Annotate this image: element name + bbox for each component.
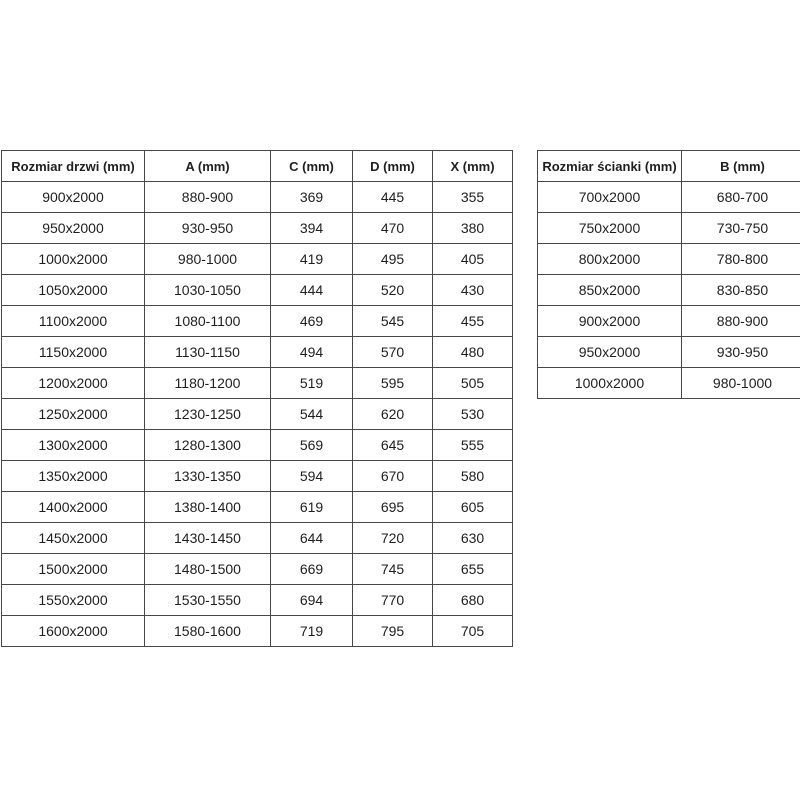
- table-cell: 394: [271, 213, 353, 244]
- table-cell: 494: [271, 337, 353, 368]
- table-row: [2, 585, 513, 616]
- table-cell: 1530-1550: [145, 585, 271, 616]
- table-cell: 900x2000: [2, 182, 145, 213]
- table-cell: 1230-1250: [145, 399, 271, 430]
- table-cell: 1480-1500: [145, 554, 271, 585]
- table-cell: 1400x2000: [2, 492, 145, 523]
- table-row: [2, 306, 513, 337]
- table-cell: 595: [353, 368, 433, 399]
- table-cell: 1250x2000: [2, 399, 145, 430]
- table-cell: 1600x2000: [2, 616, 145, 647]
- column-header: D (mm): [353, 151, 433, 182]
- table-cell: 930-950: [682, 337, 800, 368]
- table-cell: 850x2000: [538, 275, 682, 306]
- door-sizes-table-header: [2, 151, 513, 182]
- table-cell: 519: [271, 368, 353, 399]
- table-cell: 645: [353, 430, 433, 461]
- table-cell: 630: [433, 523, 513, 554]
- table-row: [2, 492, 513, 523]
- table-cell: 544: [271, 399, 353, 430]
- table-row: [2, 461, 513, 492]
- table-cell: 720: [353, 523, 433, 554]
- table-row: [2, 430, 513, 461]
- table-cell: 1100x2000: [2, 306, 145, 337]
- column-header: B (mm): [682, 151, 800, 182]
- table-cell: 530: [433, 399, 513, 430]
- table-cell: 930-950: [145, 213, 271, 244]
- table-cell: 745: [353, 554, 433, 585]
- column-header: Rozmiar drzwi (mm): [2, 151, 145, 182]
- table-cell: 644: [271, 523, 353, 554]
- table-row: [2, 554, 513, 585]
- table-cell: 1050x2000: [2, 275, 145, 306]
- table-cell: 670: [353, 461, 433, 492]
- table-cell: 1500x2000: [2, 554, 145, 585]
- table-cell: 1150x2000: [2, 337, 145, 368]
- table-cell: 750x2000: [538, 213, 682, 244]
- table-cell: 405: [433, 244, 513, 275]
- table-cell: 619: [271, 492, 353, 523]
- table-cell: 570: [353, 337, 433, 368]
- table-cell: 1380-1400: [145, 492, 271, 523]
- table-cell: 1350x2000: [2, 461, 145, 492]
- table-cell: 580: [433, 461, 513, 492]
- table-cell: 1180-1200: [145, 368, 271, 399]
- table-cell: 1130-1150: [145, 337, 271, 368]
- table-cell: 1080-1100: [145, 306, 271, 337]
- table-cell: 830-850: [682, 275, 800, 306]
- table-cell: 780-800: [682, 244, 800, 275]
- table-cell: 469: [271, 306, 353, 337]
- table-cell: 1200x2000: [2, 368, 145, 399]
- table-cell: 444: [271, 275, 353, 306]
- table-row: [538, 213, 800, 244]
- table-cell: 1030-1050: [145, 275, 271, 306]
- wall-sizes-table-body: [538, 182, 800, 399]
- table-cell: 900x2000: [538, 306, 682, 337]
- table-cell: 1450x2000: [2, 523, 145, 554]
- table-cell: 730-750: [682, 213, 800, 244]
- door-sizes-table-body: [2, 182, 513, 647]
- table-row: [2, 616, 513, 647]
- table-cell: 1330-1350: [145, 461, 271, 492]
- table-row: [538, 306, 800, 337]
- table-row: [538, 368, 800, 399]
- table-cell: 980-1000: [145, 244, 271, 275]
- table-cell: 680: [433, 585, 513, 616]
- table-cell: 520: [353, 275, 433, 306]
- table-cell: 1280-1300: [145, 430, 271, 461]
- column-header: A (mm): [145, 151, 271, 182]
- table-row: [538, 275, 800, 306]
- table-cell: 800x2000: [538, 244, 682, 275]
- table-cell: 1000x2000: [538, 368, 682, 399]
- table-cell: 880-900: [682, 306, 800, 337]
- table-cell: 480: [433, 337, 513, 368]
- table-cell: 880-900: [145, 182, 271, 213]
- table-row: [2, 523, 513, 554]
- table-cell: 455: [433, 306, 513, 337]
- table-row: [538, 182, 800, 213]
- table-row: [2, 275, 513, 306]
- table-cell: 669: [271, 554, 353, 585]
- table-cell: 430: [433, 275, 513, 306]
- table-cell: 545: [353, 306, 433, 337]
- table-cell: 445: [353, 182, 433, 213]
- wall-sizes-table: [537, 150, 800, 399]
- table-row: [2, 182, 513, 213]
- table-cell: 655: [433, 554, 513, 585]
- table-cell: 695: [353, 492, 433, 523]
- table-cell: 770: [353, 585, 433, 616]
- table-cell: 605: [433, 492, 513, 523]
- table-row: [2, 399, 513, 430]
- table-row: [538, 337, 800, 368]
- table-row: [2, 244, 513, 275]
- table-cell: 680-700: [682, 182, 800, 213]
- table-cell: 594: [271, 461, 353, 492]
- table-cell: 1000x2000: [2, 244, 145, 275]
- table-cell: 369: [271, 182, 353, 213]
- header-row: [538, 151, 800, 182]
- table-cell: 694: [271, 585, 353, 616]
- column-header: Rozmiar ścianki (mm): [538, 151, 682, 182]
- table-cell: 1430-1450: [145, 523, 271, 554]
- table-row: [538, 244, 800, 275]
- table-cell: 1550x2000: [2, 585, 145, 616]
- table-cell: 495: [353, 244, 433, 275]
- table-row: [2, 368, 513, 399]
- table-cell: 1300x2000: [2, 430, 145, 461]
- table-cell: 950x2000: [2, 213, 145, 244]
- table-cell: 980-1000: [682, 368, 800, 399]
- table-cell: 380: [433, 213, 513, 244]
- table-cell: 470: [353, 213, 433, 244]
- door-sizes-table: [1, 150, 513, 647]
- header-row: [2, 151, 513, 182]
- table-cell: 705: [433, 616, 513, 647]
- table-cell: 569: [271, 430, 353, 461]
- table-cell: 555: [433, 430, 513, 461]
- table-cell: 1580-1600: [145, 616, 271, 647]
- table-cell: 700x2000: [538, 182, 682, 213]
- table-row: [2, 213, 513, 244]
- table-cell: 355: [433, 182, 513, 213]
- column-header: C (mm): [271, 151, 353, 182]
- table-row: [2, 337, 513, 368]
- table-cell: 950x2000: [538, 337, 682, 368]
- table-cell: 795: [353, 616, 433, 647]
- table-cell: 505: [433, 368, 513, 399]
- table-cell: 719: [271, 616, 353, 647]
- table-cell: 620: [353, 399, 433, 430]
- wall-sizes-table-header: [538, 151, 800, 182]
- table-cell: 419: [271, 244, 353, 275]
- column-header: X (mm): [433, 151, 513, 182]
